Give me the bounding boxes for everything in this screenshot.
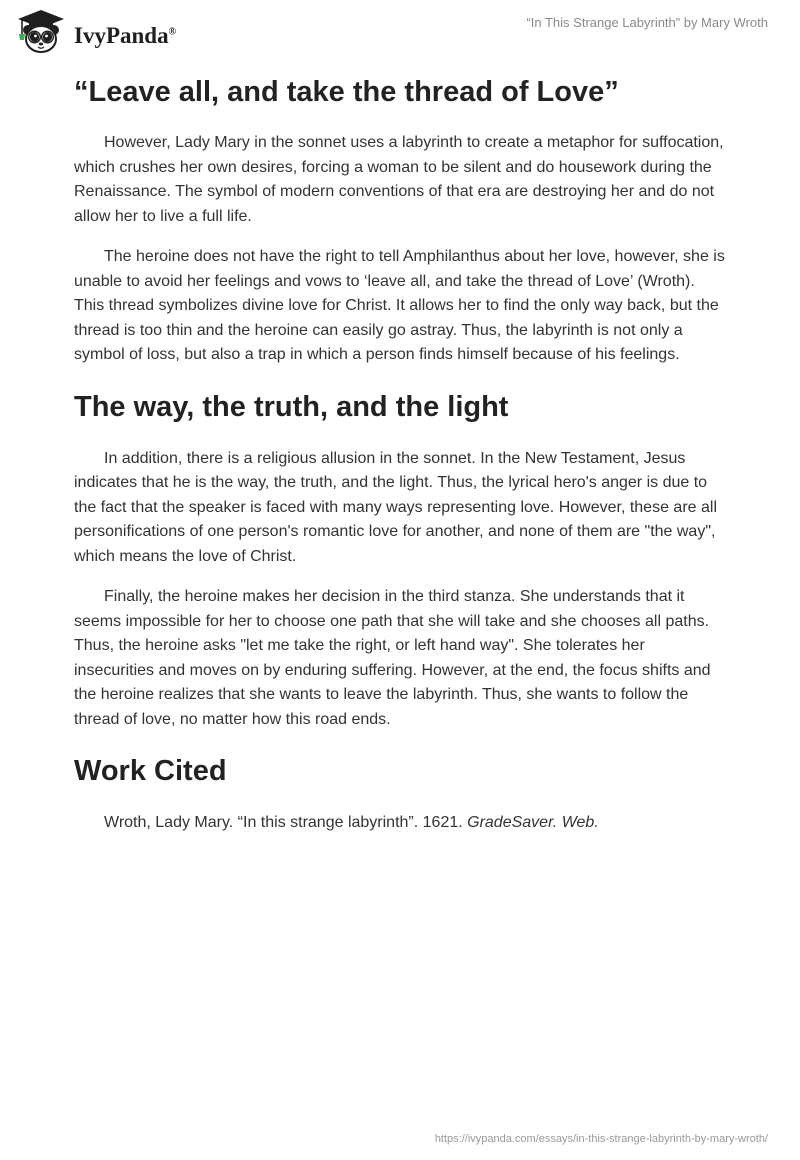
section-heading-work-cited: Work Cited [74, 755, 227, 787]
page-header [0, 0, 800, 60]
section-heading-way-truth-light: The way, the truth, and the light [74, 390, 509, 423]
paragraph: The heroine does not have the right to tell Amphilanthus about her love, however, she is unable to avoid her feelings and vows to ‘leave all, and take the thread of Love’ (Wroth). This thread symbolizes divine love for Christ. It allows her to find the only way back, but the thread is too thin and the heroine can easily go astray. Thus, the labyrinth is not only a symbol of loss, but also a trap in which a person finds himself because of his feelings. [74, 248, 725, 363]
section-heading-thread-of-love: “Leave all, and take the thread of Love” [74, 76, 619, 108]
panda-graduation-cap-icon [14, 8, 68, 61]
citation [74, 811, 726, 836]
paragraph: Finally, the heroine makes her decision in the third stanza. She understands that it seems impossible for her to choose one path that she will take and she chooses all paths. Thus, the heroine asks "let me take the right, or left hand way". She tolerates her insecurities and moves on by enduring suffering. However, at the end, the focus shifts and the heroine realizes that she wants to leave the labyrinth. Thus, she wants to follow the thread of love, no matter how this road ends. [74, 588, 711, 728]
paragraph: However, Lady Mary in the sonnet uses a labyrinth to create a metaphor for suffocation, which crushes her own desires, forcing a woman to be silent and do housework during the Renaissance. The symbol of modern conventions of that era are destroying her and do not allow her to live a full life. [74, 134, 724, 225]
essay-body [74, 72, 726, 836]
brand-logo[interactable] [14, 8, 176, 61]
document-title: “In This Strange Labyrinth” by Mary Wroth [526, 15, 768, 30]
citation-source: GradeSaver. Web. [467, 814, 599, 831]
paragraph: In addition, there is a religious allusion in the sonnet. In the New Testament, Jesus indicates that he is the way, the truth, and the light. Thus, the lyrical hero's anger is due to the fact that the speaker is faced with many ways representing love. However, these are all personifications of one person's romantic love for another, and none of them are "the way", which means the love of Christ. [74, 449, 717, 565]
source-url[interactable]: https://ivypanda.com/essays/in-this-strange-labyrinth-by-mary-wroth/ [434, 1133, 768, 1145]
citation-text: Wroth, Lady Mary. “In this strange labyrinth”. 1621. [104, 814, 468, 831]
brand-name: IvyPanda® [74, 22, 177, 48]
